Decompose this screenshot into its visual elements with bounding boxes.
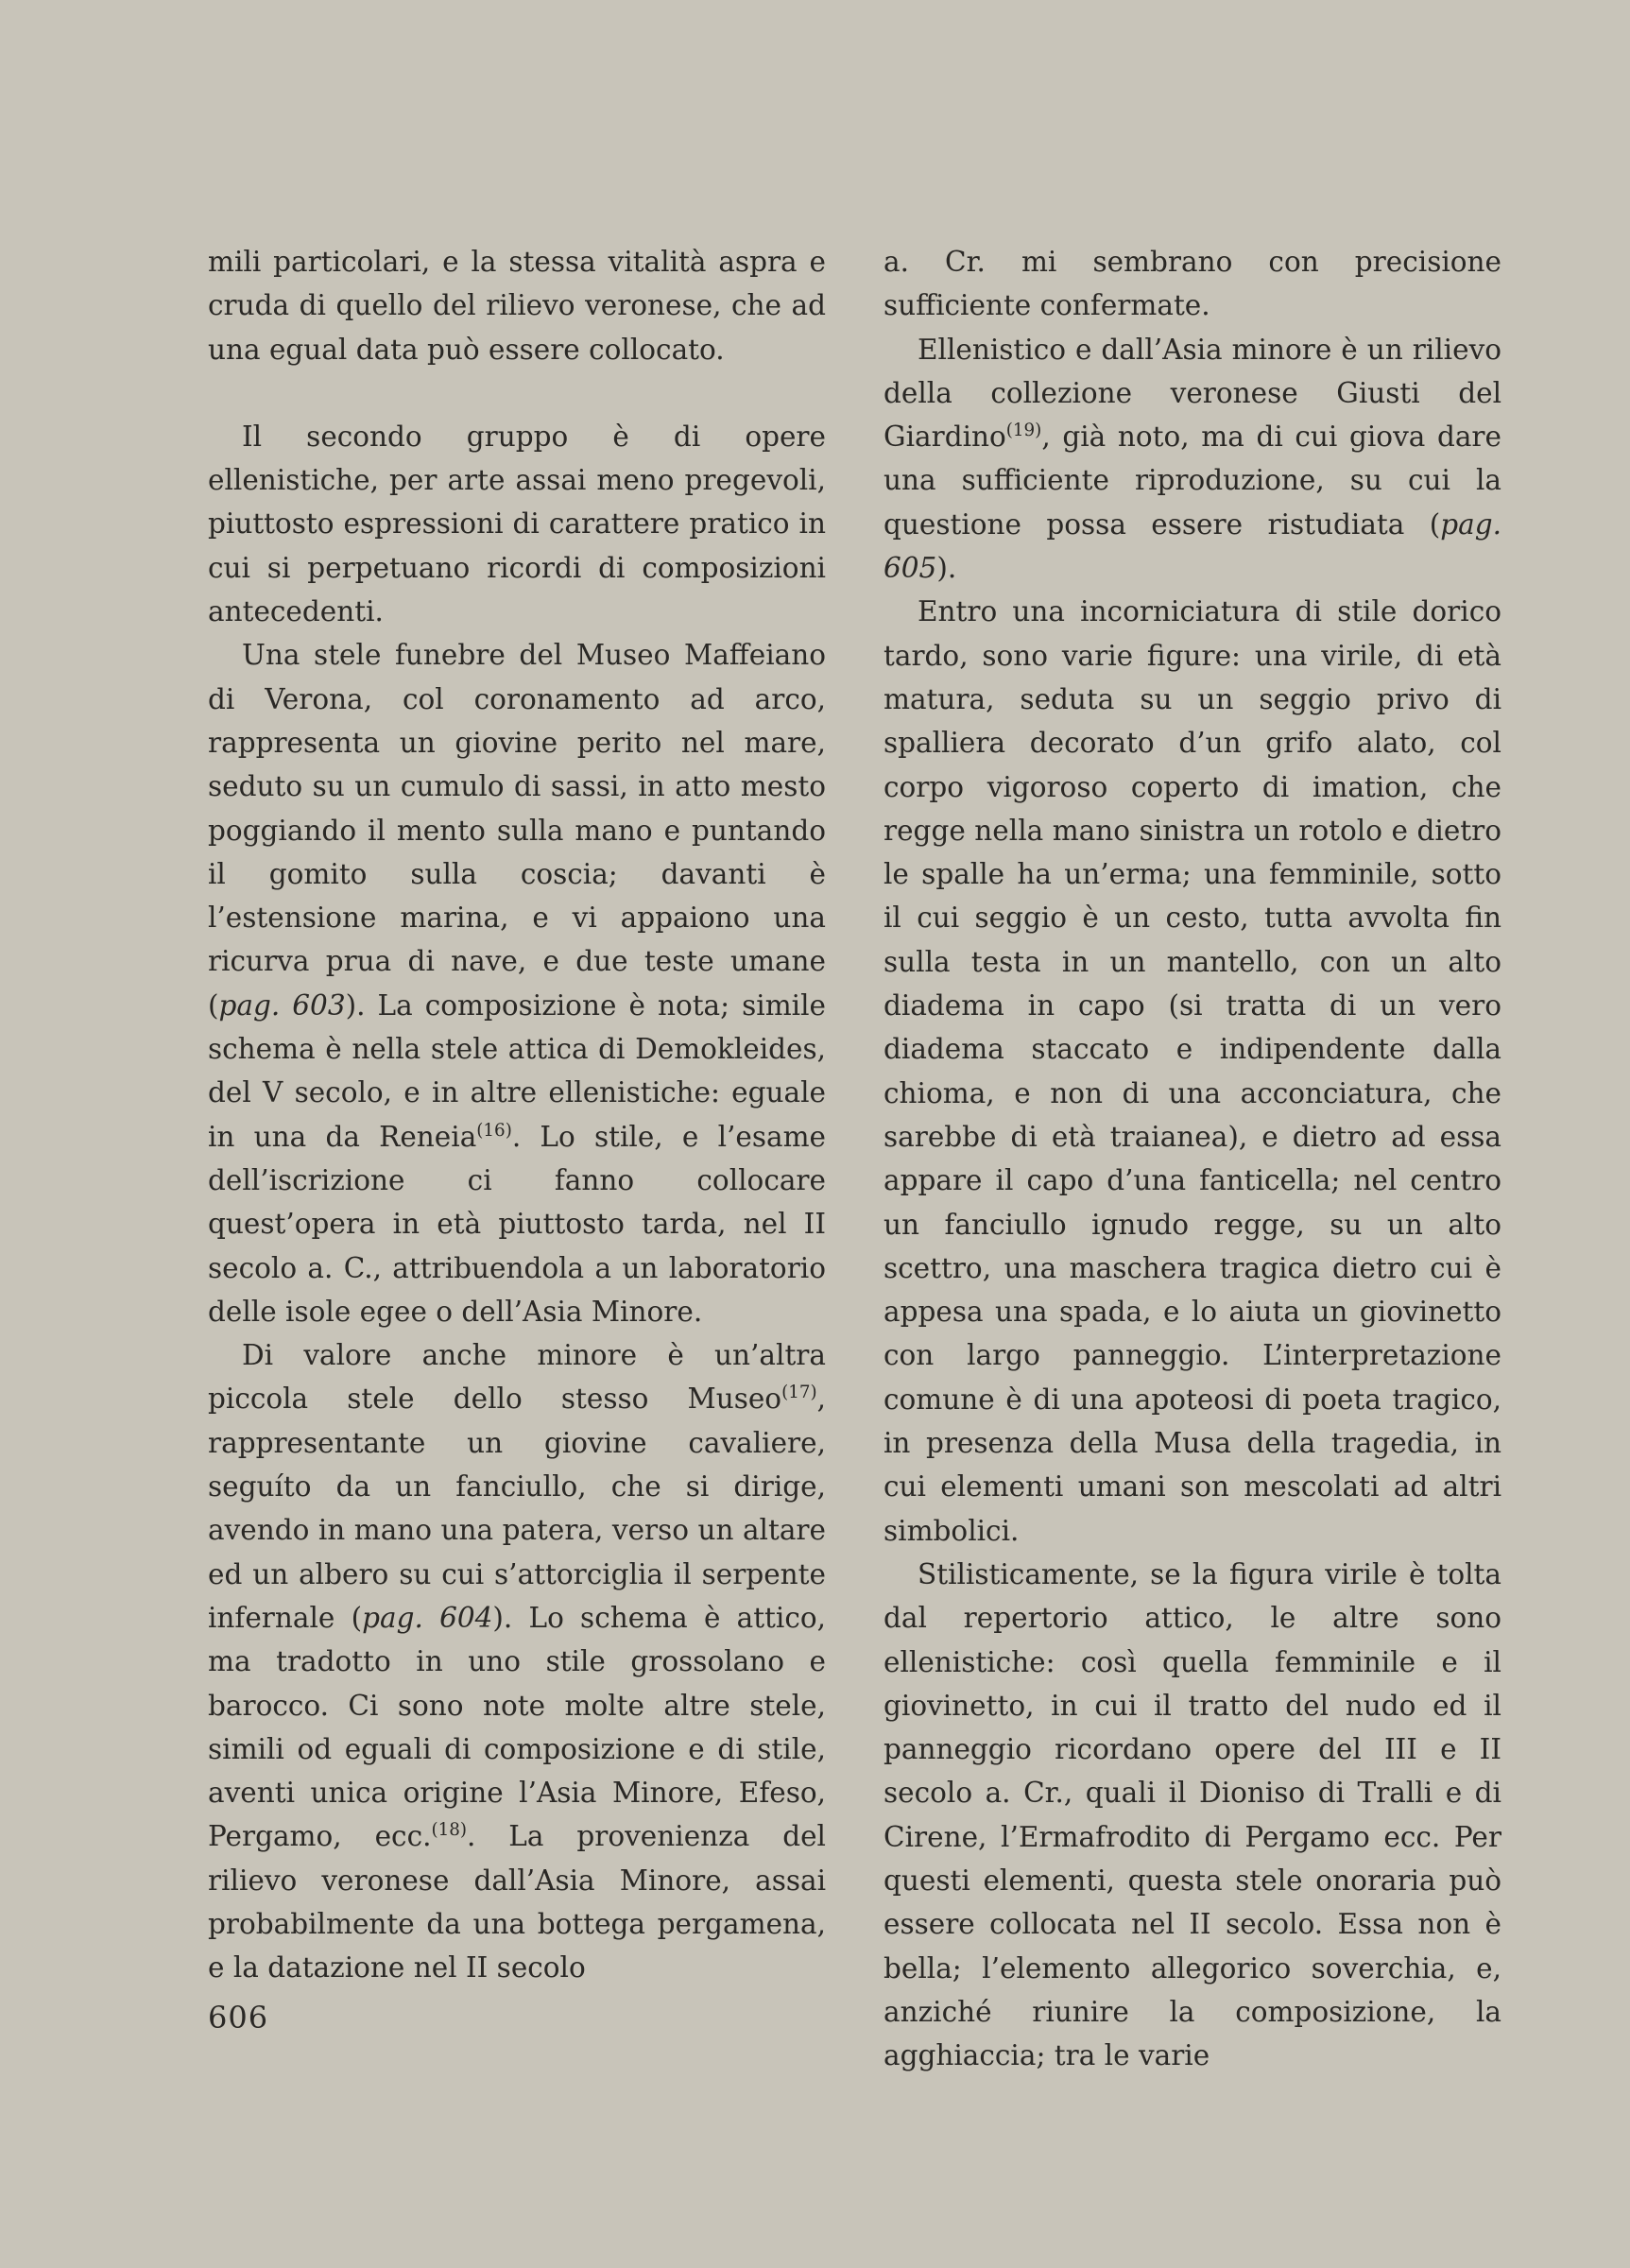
paragraph: Entro una incorniciatura di stile dorico tardo, sono varie figure: una virile, di età matura, seduta su un seggio privo di spalliera decorato d’un grifo alato, col corpo vigoroso coperto di imation, che regge nella mano sinistra un rotolo e dietro le spalle ha un’erma; una femminile, sotto il cui seggio è un cesto, tutta avvolta fin sulla testa in un mantello, con un alto diadema in capo (si tratta di un vero diadema staccato e indipendente dalla chioma, e non di una acconciatura, che sarebbe di età traianea), e dietro ad essa appare il capo d’una fanticella; nel centro un fanciullo ignudo regge, su un alto scettro, una maschera tragica dietro cui è appesa una spada, e lo aiuta un giovinetto con largo panneggio. L’interpretazione comune è di una apoteosi di poeta tragico, in presenza della Musa della tragedia, in cui elementi umani son mescolati ad altri simbolici. — [884, 595, 1501, 1547]
footnote-ref: (18) — [431, 1820, 467, 1841]
page-reference: pag. 603 — [218, 988, 346, 1022]
section-break — [208, 371, 826, 415]
paragraph: Una stele funebre del Museo Maffeiano di Verona, col coronamento ad arco, rappresenta un giovine perito nel mare, seduto su un cumulo di sassi, in atto mesto poggiando il mento sulla mano e puntando il gomito sulla coscia; davanti è l’estensione marina, e vi appaiono una ricurva prua di nave, e due teste umane (pag. 603). La composizione è nota; simile schema è nella stele attica di Demokleides, del V secolo, e in altre ellenistiche: eguale in una da Reneia$^{(16)}$. Lo stile, e l’esame dell’iscrizione ci fanno collocare quest’opera in età piuttosto tarda, nel II secolo a. C., attribuendola a un laboratorio delle isole egee o dell’Asia Minore. — [208, 639, 826, 1328]
footnote-ref: (17) — [781, 1383, 817, 1403]
paragraph: Stilisticamente, se la figura virile è tolta dal repertorio attico, le altre sono ellenistiche: così quella femminile e il giovinetto, in cui il tratto del nudo ed il panneggio ricordano opere del III e II secolo a. Cr., quali il Dioniso di Tralli e di Cirene, l’Ermafrodito di Pergamo ecc. Per questi elementi, questa stele onoraria può essere collocata nel II secolo. Essa non è bella; l’elemento allegorico soverchia, e, anziché riunire la composizione, la agghiaccia; tra le varie — [884, 1557, 1501, 2072]
right-column — [884, 240, 1501, 2077]
page-number: 606 — [208, 2000, 269, 2036]
paragraph: a. Cr. mi sembrano con precisione sufficiente confermate. — [884, 246, 1501, 322]
page-reference: pag. 604 — [362, 1601, 493, 1634]
paragraph: mili particolari, e la stessa vitalità aspra e cruda di quello del rilievo veronese, che ad una egual data può essere collocato. — [208, 246, 826, 366]
paragraph: Ellenistico e dall’Asia minore è un rilievo della collezione veronese Giusti del Giardino$^{(19)}$, già noto, ma di cui giova dare una sufficiente riproduzione, su cui la questione possa essere ristudiata (pag. 605). — [884, 333, 1501, 585]
paragraph: Di valore anche minore è un’altra piccola stele dello stesso Museo$^{(17)}$, rappresentante un giovine cavaliere, seguíto da un fanciullo, che si dirige, avendo in mano una patera, verso un altare ed un albero su cui s’attorciglia il serpente infernale (pag. 604). Lo schema è attico, ma tradotto in uno stile grossolano e barocco. Ci sono note molte altre stele, simili od eguali di composizione e di stile, aventi unica origine l’Asia Minore, Efeso, Pergamo, ecc.$^{(18)}$. La provenienza del rilievo veronese dall’Asia Minore, assai probabilmente da una bottega pergamena, e la datazione nel II secolo — [208, 1339, 827, 1984]
footnote-ref: (16) — [476, 1120, 512, 1141]
footnote-ref: (19) — [1005, 421, 1042, 441]
paragraph: Il secondo gruppo è di opere ellenistiche, per arte assai meno pregevoli, piuttosto espressioni di carattere pratico in cui si perpetuano ricordi di composizioni antecedenti. — [208, 420, 826, 628]
left-column — [208, 240, 826, 1990]
page-reference: pag. 605 — [884, 507, 1501, 585]
